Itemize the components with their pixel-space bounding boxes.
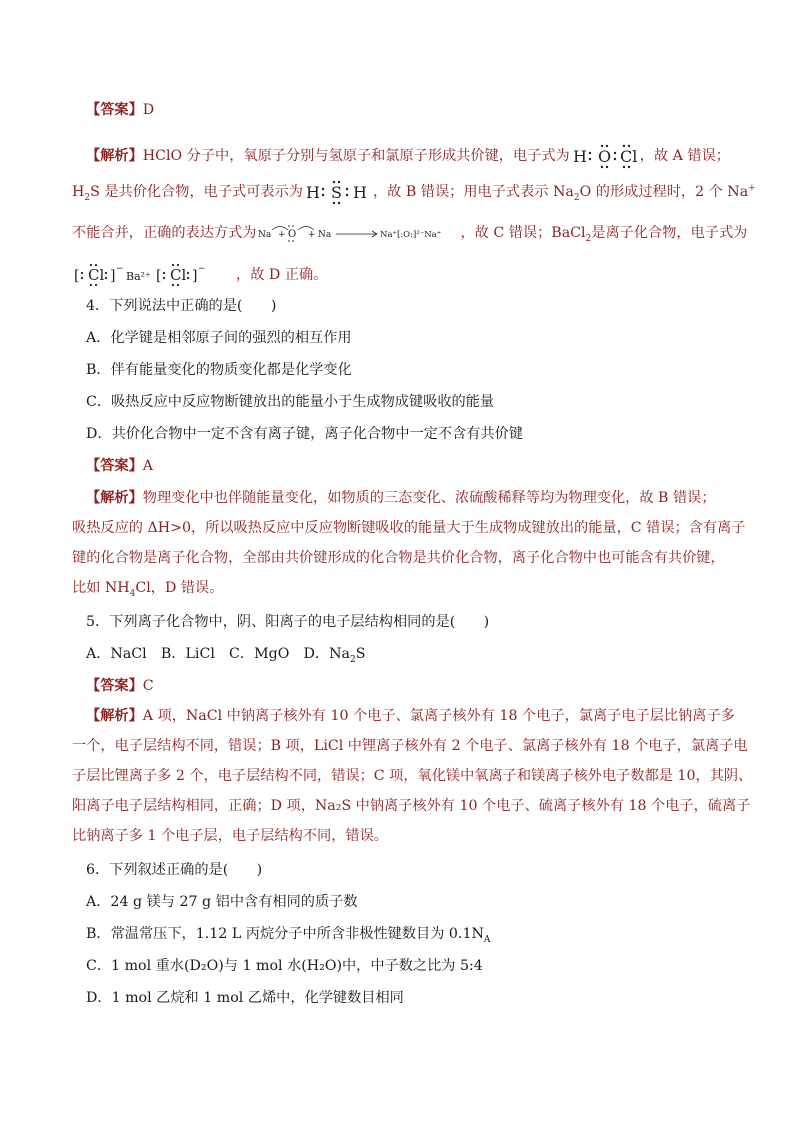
question-5-options [86,644,736,664]
bacl2-electron-formula [74,262,234,288]
options-text: A．NaCl B．LiCl C．MgO D．Na [86,646,350,662]
explanation-5-line-4: 阳离子电子层结构相同，正确；D 项，Na₂S 中钠离子核外有 10 个电子、硫离子核外有 18 个电子，硫离子 [72,798,751,814]
explanation-text: HClO 分子中，氧原子分别与氢原子和氯原子形成共价键，电子式为 [142,148,570,164]
answer-tag: 【答案】 [86,458,143,474]
explanation-text: O 的形成过程时，2 个 Na [579,184,749,200]
explanation-5-line-3: 子层比锂离子多 2 个，电子层结构不同，错误；C 项，氧化镁中氧离子和镁离子核外电子数都是 10，其阴、 [72,768,753,784]
explanation-text: ，故 C 错误；BaCl [460,225,586,241]
explanation-3-line-4 [72,262,722,288]
h2s-electron-formula [305,178,371,206]
answer-value: D [142,102,155,118]
atom-ba: Ba²⁺ [126,270,151,283]
question-6-option-b [86,924,736,944]
atom-cl: Cl [88,266,105,284]
hclo-electron-formula [572,142,638,170]
answer-tag: 【答案】 [86,102,143,118]
explanation-text: 是离子化合物，电子式为 [591,225,748,241]
answer-4 [86,456,736,476]
subscript: 4 [129,588,136,599]
answer-value: C [142,678,154,694]
explanation-3-line-1 [86,142,736,170]
explanation-4-line-4 [72,578,722,598]
explanation-3-line-3 [72,222,748,244]
answer-tag: 【答案】 [86,678,143,694]
explanation-text: H [72,184,85,200]
atom-cl: Cl [619,147,638,166]
answer-5 [86,676,736,696]
subscript: 2 [84,192,91,203]
explanation-5-line-1 [86,706,736,726]
question-6-option-c: C．1 mol 重水(D₂O)与 1 mol 水(H₂O)中，中子数之比为 5:4 [86,958,483,974]
explanation-text: A 项，NaCl 中钠离子核外有 10 个电子、氯离子核外有 18 个电子，氯离子电子层比钠离子多 [142,708,735,724]
svg-text:]: ] [192,268,198,284]
subscript: A [483,934,491,945]
question-4-stem: 4．下列说法中正确的是( ) [86,298,277,314]
explanation-text: S 是共价化合物，电子式可表示为 [90,184,303,200]
subscript: 2 [349,654,356,665]
explanation-text: ，故 A 错误； [639,148,730,164]
svg-text:−: − [198,264,206,274]
svg-text:[: [ [156,268,162,284]
explanation-4-line-3: 键的化合物是离子化合物，全部由共价键形成的化合物是共价化合物，离子化合物中也可能含有共价键， [72,550,725,566]
question-5-stem: 5．下列离子化合物中，阴、阳离子的电子层结构相同的是( ) [86,614,490,630]
svg-text:]: ] [110,268,116,284]
na2o-formation-diagram [258,222,458,244]
answer-value: A [142,458,154,474]
explanation-text: ，故 D 正确。 [236,267,328,283]
svg-text:−: − [116,264,124,274]
atom-na: Na [258,230,272,240]
option-text: B．常温常压下，1.12 L 丙烷分子中所含非极性键数目为 0.1N [86,926,484,942]
svg-text:[: [ [74,268,80,284]
question-6-stem: 6．下列叙述正确的是( ) [86,862,263,878]
answer-3 [86,100,736,120]
atom-cl: Cl [170,266,187,284]
explanation-text: 不能合并，正确的表达方式为 [72,225,257,241]
atom-h: H [572,147,587,166]
question-6-option-d: D．1 mol 乙烷和 1 mol 乙烯中，化学键数目相同 [86,990,404,1006]
superscript: + [748,183,756,194]
svg-text:+: + [278,230,286,240]
atom-na: Na [318,230,332,240]
explanation-5-line-5: 比钠离子多 1 个电子层，电子层结构不同，错误。 [72,828,388,844]
svg-text:+: + [308,230,316,240]
question-4-option-c: C．吸热反应中反应物断键放出的能量小于生成物成键吸收的能量 [86,394,495,410]
question-4-option-d: D．共价化合物中一定不含有离子键，离子化合物中一定不含有共价键 [86,426,524,442]
explanation-4-line-2: 吸热反应的 ΔH>0，所以吸热反应中反应物断键吸收的能量大于生成物成键放出的能量，C 错误；含有离子 [72,520,746,536]
explanation-text: Cl，D 错误。 [135,580,224,596]
atom-h: H [352,183,367,202]
subscript: 2 [573,192,580,203]
question-4-option-a: A．化学键是相邻原子间的强烈的相互作用 [86,330,352,346]
explanation-tag: 【解析】 [86,148,143,164]
explanation-tag: 【解析】 [86,490,143,506]
question-4-option-b: B．伴有能量变化的物质变化都是化学变化 [86,362,352,378]
atom-o: O [597,147,611,166]
explanation-text: 物理变化中也伴随能量变化，如物质的三态变化、浓硫酸稀释等均为物理变化，故 B 错误； [142,490,716,506]
explanation-4-line-1 [86,488,736,508]
explanation-text: 比如 NH [72,580,130,596]
atom-s: S [330,183,342,202]
question-6-option-a: A．24 g 镁与 27 g 铝中含有相同的质子数 [86,894,358,910]
explanation-tag: 【解析】 [86,708,143,724]
atom-o: O [288,229,297,240]
product-na2o: Na⁺[:O:]²⁻Na⁺ [380,230,442,240]
atom-h: H [305,183,320,202]
explanation-3-line-2 [72,178,756,206]
explanation-text: ，故 B 错误；用电子式表示 Na [372,184,574,200]
explanation-5-line-2: 一个，电子层结构不同，错误；B 项，LiCl 中锂离子核外有 2 个电子、氯离子核外有 18 个电子，氯离子电 [72,738,748,754]
options-text: S [355,646,366,662]
subscript: 2 [585,233,592,244]
